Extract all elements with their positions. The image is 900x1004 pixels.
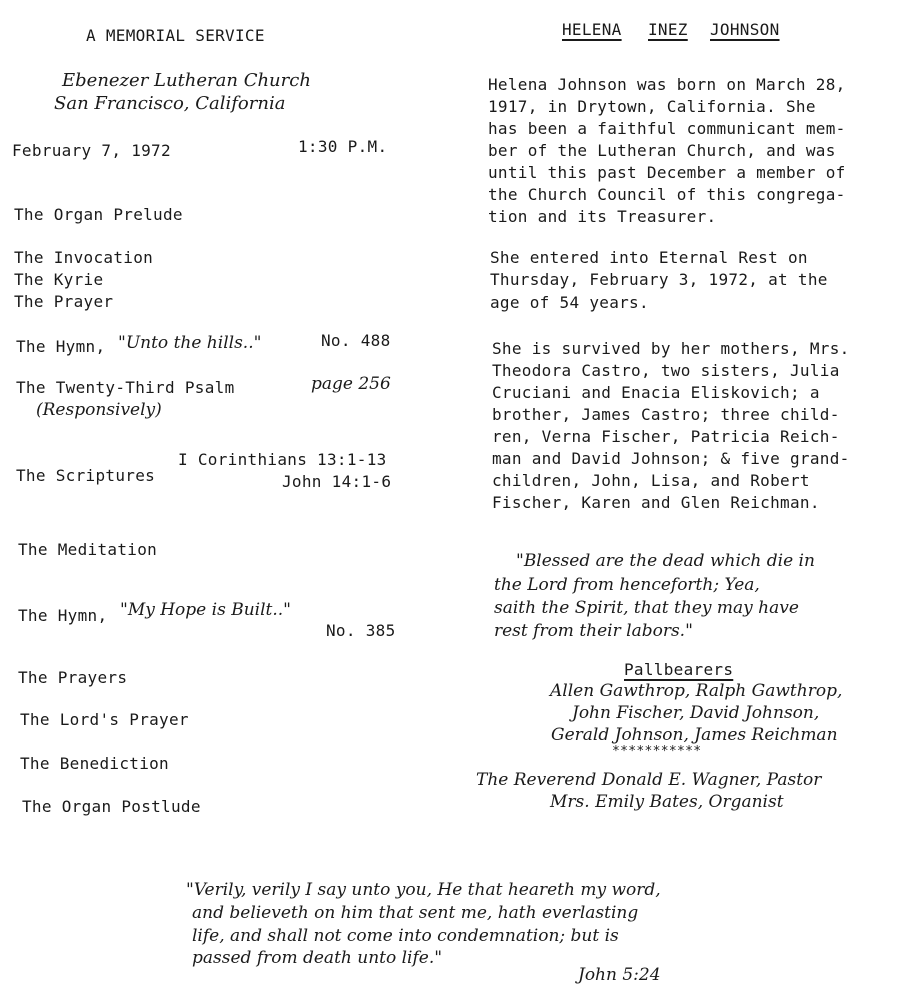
rest-line: age of 54 years. — [490, 293, 649, 312]
program-hymn2-prefix: The Hymn, — [18, 606, 108, 625]
bio-line: tion and its Treasurer. — [488, 207, 717, 226]
program-scripture-ref1: I Corinthians 13:1-13 — [178, 450, 387, 469]
scripture-quote-line: rest from their labors." — [494, 621, 693, 641]
program-scriptures: The Scriptures — [16, 466, 156, 485]
program-hymn1-title: "Unto the hills.." — [118, 333, 262, 353]
church-location: San Francisco, California — [54, 93, 286, 114]
bio-line: has been a faithful communicant mem- — [488, 119, 846, 138]
program-invocation: The Invocation — [14, 248, 154, 267]
pallbearer-line: Allen Gawthrop, Ralph Gawthrop, — [550, 681, 843, 701]
pallbearers-heading: Pallbearers — [624, 660, 734, 679]
program-hymn2-number: No. 385 — [326, 621, 396, 640]
survivors-line: Cruciani and Enacia Eliskovich; a — [492, 383, 820, 402]
bio-line: 1917, in Drytown, California. She — [488, 97, 816, 116]
program-organ-prelude: The Organ Prelude — [14, 205, 183, 224]
asterisk-separator: *********** — [612, 744, 702, 759]
deceased-first-name: HELENA — [562, 20, 622, 39]
pallbearer-line: John Fischer, David Johnson, — [572, 703, 820, 723]
program-hymn2-title: "My Hope is Built.." — [120, 600, 291, 620]
rest-line: Thursday, February 3, 1972, at the — [490, 270, 828, 289]
survivors-line: Theodora Castro, two sisters, Julia — [492, 361, 840, 380]
footer-quote-line: and believeth on him that sent me, hath everlasting — [192, 903, 639, 923]
scripture-quote-line: saith the Spirit, that they may have — [494, 598, 799, 618]
program-psalm-page: page 256 — [311, 374, 391, 394]
service-time: 1:30 P.M. — [298, 137, 388, 156]
bio-line: the Church Council of this congrega- — [488, 185, 846, 204]
deceased-middle-name: INEZ — [648, 20, 688, 39]
footer-quote-line: passed from death unto life." — [192, 948, 443, 968]
pallbearer-line: Gerald Johnson, James Reichman — [551, 725, 838, 745]
bio-line: Helena Johnson was born on March 28, — [488, 75, 846, 94]
program-benediction: The Benediction — [20, 754, 169, 773]
program-psalm-note: (Responsively) — [36, 400, 162, 420]
program-hymn1-number: No. 488 — [321, 331, 391, 350]
scripture-quote-line: the Lord from henceforth; Yea, — [494, 575, 760, 595]
organist-line: Mrs. Emily Bates, Organist — [550, 792, 784, 812]
bio-line: ber of the Lutheran Church, and was — [488, 141, 836, 160]
program-kyrie: The Kyrie — [14, 270, 104, 289]
survivors-line: brother, James Castro; three child- — [492, 405, 840, 424]
survivors-line: Fischer, Karen and Glen Reichman. — [492, 493, 820, 512]
program-scripture-ref2: John 14:1-6 — [282, 472, 392, 491]
survivors-line: She is survived by her mothers, Mrs. — [492, 339, 850, 358]
pastor-line: The Reverend Donald E. Wagner, Pastor — [476, 770, 822, 790]
program-lords-prayer: The Lord's Prayer — [20, 710, 189, 729]
footer-quote-line: "Verily, verily I say unto you, He that heareth my word, — [186, 880, 661, 900]
scripture-quote-line: "Blessed are the dead which die in — [516, 551, 815, 571]
program-organ-postlude: The Organ Postlude — [22, 797, 201, 816]
footer-quote-line: life, and shall not come into condemnation; but is — [192, 926, 619, 946]
program-psalm: The Twenty-Third Psalm — [16, 378, 235, 397]
survivors-line: man and David Johnson; & five grand- — [492, 449, 850, 468]
program-meditation: The Meditation — [18, 540, 158, 559]
bio-line: until this past December a member of — [488, 163, 846, 182]
program-hymn1-prefix: The Hymn, — [16, 337, 106, 356]
program-prayer: The Prayer — [14, 292, 114, 311]
service-header: A MEMORIAL SERVICE — [86, 26, 265, 45]
survivors-line: ren, Verna Fischer, Patricia Reich- — [492, 427, 840, 446]
deceased-last-name: JOHNSON — [710, 20, 780, 39]
survivors-line: children, John, Lisa, and Robert — [492, 471, 810, 490]
church-name: Ebenezer Lutheran Church — [62, 70, 311, 91]
service-date: February 7, 1972 — [12, 141, 171, 160]
rest-line: She entered into Eternal Rest on — [490, 248, 808, 267]
footer-citation: John 5:24 — [578, 965, 661, 985]
program-prayers: The Prayers — [18, 668, 128, 687]
